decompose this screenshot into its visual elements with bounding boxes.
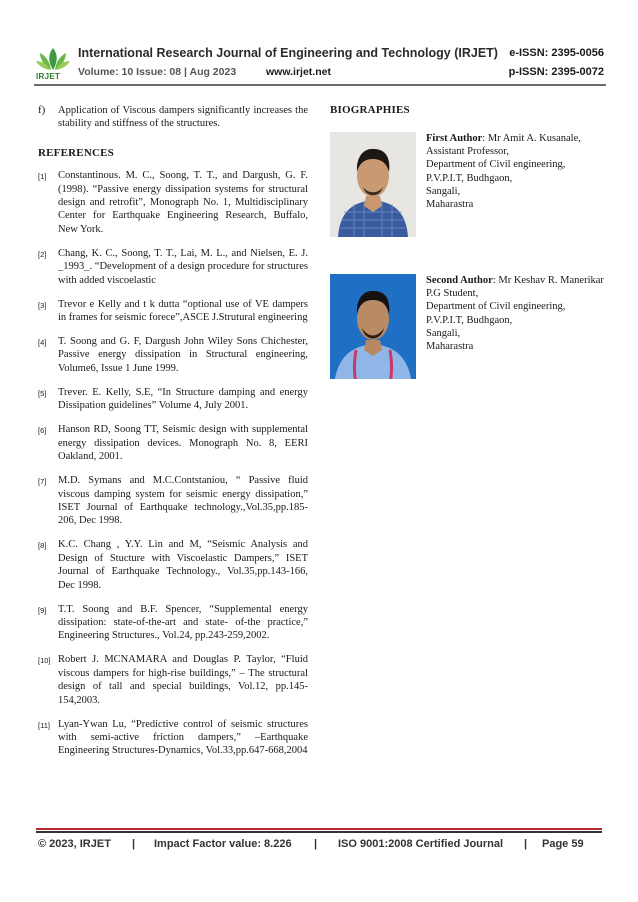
footer-separator: | [524, 838, 528, 850]
reference-item [38, 423, 308, 463]
reference-number: [6] [38, 426, 47, 436]
reference-item [38, 386, 308, 413]
reference-item [38, 603, 308, 643]
reference-text: Chang, K. C., Soong, T. T., Lai, M. L., and Nielsen, E. J. _1993_. “Development of a design procedure for structures with added viscoelastic [58, 247, 308, 286]
author-detail: Department of Civil engineering, [426, 301, 566, 313]
journal-website-link[interactable]: www.irjet.net [266, 66, 331, 78]
reference-item [38, 538, 308, 592]
reference-text: K.C. Chang , Y.Y. Lin and M, “Seismic Analysis and Design of Stucture with Viscoelastic Dampers,” ISET Journal of Earthquake Technology., Vol.35,pp.143-166, Dec 1998. [58, 539, 308, 591]
author-detail: Sangali, [426, 327, 461, 339]
volume-issue: Volume: 10 Issue: 08 | Aug 2023 [78, 66, 237, 78]
reference-number: [10] [38, 656, 51, 666]
reference-text: Lyan-Ywan Lu, “Predictive control of seismic structures with semi-active friction dampers,” –Earthquake Engineering Structures-Dynamics, Vol.33,pp.647-668,2004 [58, 718, 308, 757]
author-name: : Mr Keshav R. Manerikar [492, 275, 604, 286]
reference-number: [4] [38, 338, 47, 348]
list-item-text: Application of Viscous dampers significantly increases the stability and stiffness of the structures. [58, 105, 308, 130]
right-column [330, 104, 612, 353]
reference-item [38, 335, 308, 375]
e-issn: e-ISSN: 2395-0056 [509, 47, 604, 59]
reference-number: [2] [38, 249, 47, 259]
author-detail: Department of Civil engineering, [426, 159, 566, 171]
header-divider [34, 84, 606, 86]
journal-title: International Research Journal of Engineering and Technology (IRJET) [78, 46, 498, 60]
reference-text: Trever. E. Kelly, S.E, “In Structure damping and energy Dissipation guidelines” Volume 4, July 2001. [58, 386, 308, 412]
first-author-photo [330, 132, 416, 237]
footer-copyright: © 2023, IRJET [38, 838, 111, 850]
page-footer [38, 838, 600, 854]
author-detail: P.V.P.I.T, Budhgaon, [426, 314, 513, 326]
biographies-heading: BIOGRAPHIES [330, 104, 410, 116]
footer-divider-red [36, 828, 602, 830]
list-item-label: f) [38, 104, 46, 116]
reference-text: T.T. Soong and B.F. Spencer, “Supplemental energy dissipation: state-of-the-art and state- of-the practice,” Engineering Structures., Vol.24, pp.243-259,2002. [58, 603, 308, 642]
reference-list [38, 169, 308, 758]
reference-text: Constantinous. M. C., Soong, T. T., and Dargush, G. F. (1998). “Passive energy dissipation systems for structural design and retrofit”, Monograph No. 1, Multidisciplinary Center for Earthquake Engineering Research, Buffalo, New York. [58, 170, 308, 235]
reference-item [38, 653, 308, 707]
reference-item [38, 247, 308, 287]
second-author-photo [330, 274, 416, 379]
reference-item [38, 718, 308, 758]
reference-text: Hanson RD, Soong TT, Seismic design with supplemental energy dissipation devices. Monograph No. 8, EERI Oakland, 2001. [58, 424, 308, 463]
reference-number: [8] [38, 541, 47, 551]
reference-text: M.D. Symans and M.C.Contstaniou, “ Passive fluid viscous damping system for seismic energy dissipation,” ISET Journal of Earthquake technology.,Vol.35,pp.185-206, Dec 1998. [58, 475, 308, 527]
author-role: First Author [426, 133, 483, 144]
reference-number: [11] [38, 720, 50, 730]
author-detail: Assistant Professor, [426, 146, 509, 158]
author-detail: Sangali, [426, 185, 461, 197]
footer-divider-dark [36, 831, 602, 833]
first-author-details [426, 132, 581, 211]
second-author-details [426, 274, 604, 353]
author-detail: Maharastra [426, 341, 474, 353]
author-name-line [426, 132, 581, 145]
author-role: Second Author [426, 275, 493, 286]
reference-text: Robert J. MCNAMARA and Douglas P. Taylor, “Fluid viscous dampers for high-rise buildings,” – The structural design of tall and special buildings, Vol.12, pp.145-154,2003. [58, 654, 308, 706]
author-detail: P.G Student, [426, 288, 479, 300]
reference-item [38, 474, 308, 528]
logo-text: IRJET [36, 72, 61, 81]
footer-iso: ISO 9001:2008 Certified Journal [338, 838, 504, 850]
footer-separator: | [314, 838, 318, 850]
list-item-f [38, 104, 308, 131]
reference-number: [5] [38, 388, 47, 398]
reference-number: [3] [38, 300, 47, 310]
reference-text: T. Soong and G. F, Dargush John Wiley Sons Chichester, Passive energy dissipation in Structural engineering, Volume6, Issue 1 June 1999. [58, 336, 308, 374]
reference-item [38, 169, 308, 236]
p-issn: p-ISSN: 2395-0072 [508, 66, 604, 78]
author-detail: P.V.P.I.T, Budhgaon, [426, 172, 513, 184]
reference-number: [1] [38, 172, 47, 182]
footer-impact-factor: Impact Factor value: 8.226 [154, 838, 292, 850]
reference-number: [9] [38, 605, 47, 615]
reference-item [38, 298, 308, 325]
author-name-line [426, 274, 604, 287]
references-heading: REFERENCES [38, 146, 114, 159]
reference-number: [7] [38, 477, 47, 487]
page-header [34, 44, 606, 88]
reference-text: Trevor e Kelly and t k dutta “optional use of VE dampers in frames for seismic forece”,ASCE J.Strutural engineering [58, 298, 308, 324]
footer-page-number: Page 59 [542, 838, 584, 850]
author-name: : Mr Amit A. Kusanale, [482, 133, 581, 144]
author-detail: Maharastra [426, 199, 474, 211]
footer-separator: | [132, 838, 136, 850]
left-column [38, 104, 308, 768]
